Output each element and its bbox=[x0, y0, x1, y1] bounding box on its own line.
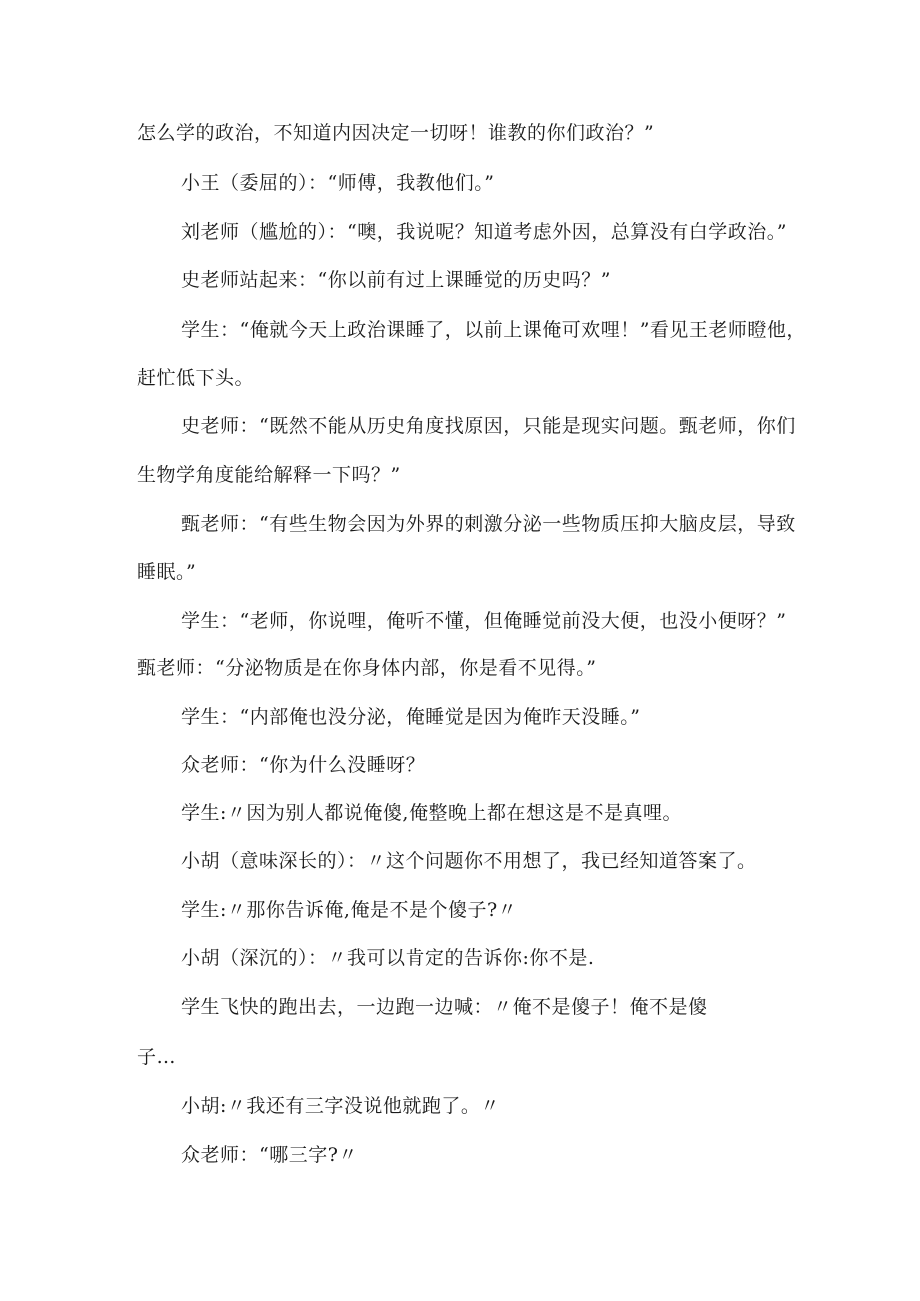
text-line: 众老师：“哪三字?〃 bbox=[181, 1144, 358, 1166]
text-line: 怎么学的政治，不知道内因决定一切呀！谁教的你们政治？” bbox=[137, 122, 655, 144]
text-line: 学生：“老师，你说哩，俺听不懂，但俺睡觉前没大便，也没小便呀？” bbox=[181, 610, 787, 632]
text-line: 生物学角度能给解释一下吗？” bbox=[137, 464, 401, 486]
text-line: 睡眠。” bbox=[137, 561, 197, 583]
text-line: 学生飞快的跑出去，一边跑一边喊：〃俺不是傻子！俺不是傻 bbox=[181, 996, 708, 1018]
text-line: 子… bbox=[137, 1046, 177, 1068]
text-line: 众老师：“你为什么没睡呀？ bbox=[181, 754, 426, 776]
text-line: 小胡（意味深长的）：〃这个问题你不用想了，我已经知道答案了。 bbox=[181, 850, 757, 872]
text-line: 甄老师：“有些生物会因为外界的刺激分泌一些物质压抑大脑皮层，导致 bbox=[181, 513, 796, 535]
text-line: 小胡（深沉的）：〃我可以肯定的告诉你:你不是. bbox=[181, 947, 595, 969]
text-line: 史老师：“既然不能从历史角度找原因，只能是现实问题。甄老师，你们 bbox=[181, 415, 796, 437]
text-line: 史老师站起来：“你以前有过上课睡觉的历史吗？” bbox=[181, 269, 611, 291]
text-line: 学生：“俺就今天上政治课睡了，以前上课俺可欢哩！”看见王老师瞪他， bbox=[181, 319, 806, 341]
text-line: 小胡:〃我还有三字没说他就跑了。〃 bbox=[181, 1095, 500, 1117]
text-line: 赶忙低下头。 bbox=[137, 367, 255, 389]
text-line: 甄老师：“分泌物质是在你身体内部，你是看不见得。” bbox=[137, 657, 597, 679]
text-line: 刘老师（尴尬的）：“噢，我说呢？知道考虑外因，总算没有白学政治。” bbox=[181, 221, 787, 243]
text-line: 学生：“内部俺也没分泌，俺睡觉是因为俺昨天没睡。” bbox=[181, 706, 641, 728]
text-line: 学生:〃那你告诉俺,俺是不是个傻子?〃 bbox=[181, 899, 518, 921]
text-line: 学生:〃因为别人都说俺傻,俺整晚上都在想这是不是真哩。 bbox=[181, 802, 682, 824]
text-line: 小王（委屈的）：“师傅，我教他们。” bbox=[181, 172, 495, 194]
